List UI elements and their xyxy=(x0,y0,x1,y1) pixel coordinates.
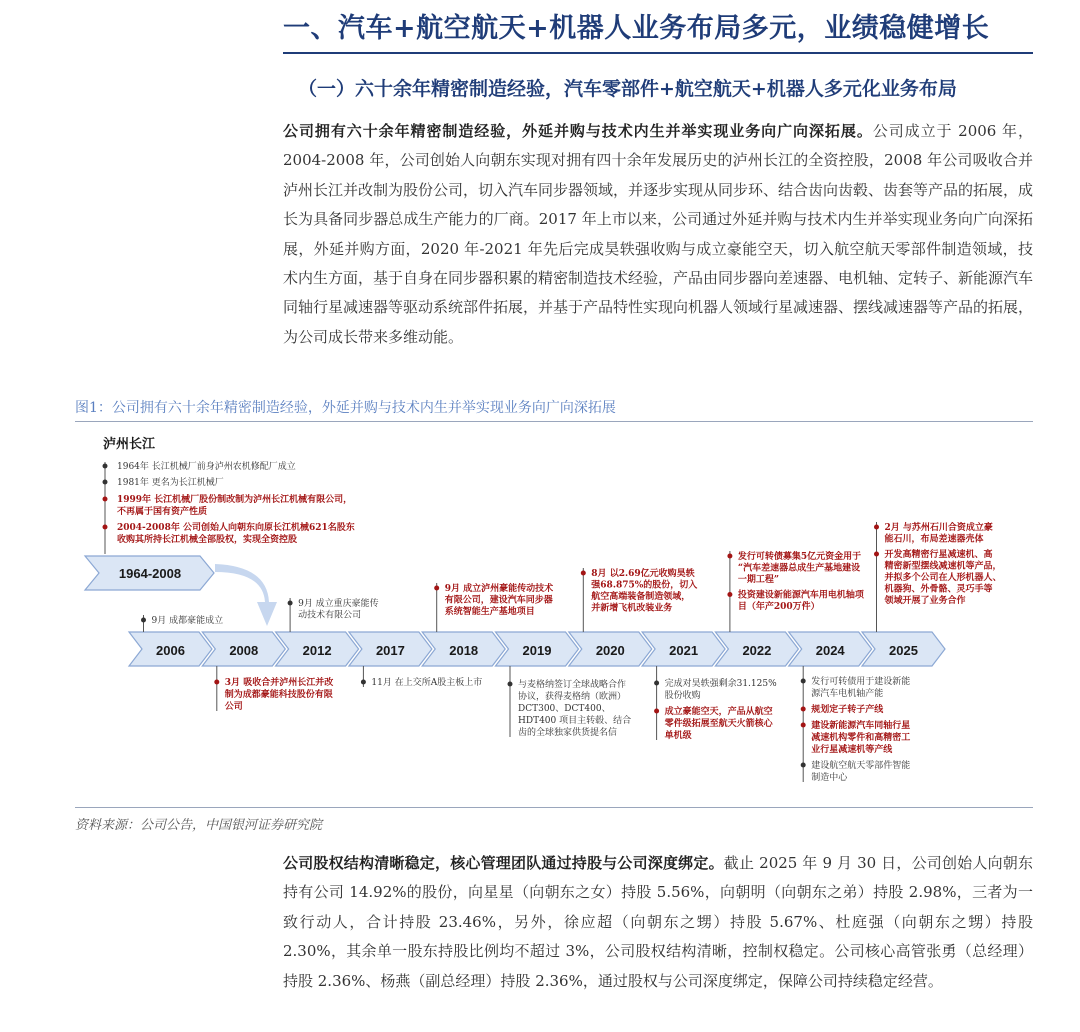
event-label-2025: 2月 与苏州石川合资成立豪 xyxy=(884,523,993,533)
early-event-label: 收购其所持长江机械全部股权，实现全资控股 xyxy=(117,535,298,545)
event-label-2025: 能石川，布局差速器壳体 xyxy=(884,534,984,545)
event-label-2018: 系统智能生产基地项目 xyxy=(444,607,535,617)
timeline-figure xyxy=(75,426,1033,804)
event-dot-2022 xyxy=(727,592,732,597)
equity-paragraph-lead: 公司股权结构清晰稳定，核心管理团队通过持股与公司深度绑定。 xyxy=(283,854,724,872)
event-label-2012: 动技术有限公司 xyxy=(298,610,362,621)
early-event-dot xyxy=(103,480,108,485)
event-dot-2021 xyxy=(654,681,659,686)
event-label-2024: 减速机构零件和高精密工 xyxy=(811,733,911,743)
early-event-dot xyxy=(103,497,108,502)
year-label-2017: 2017 xyxy=(375,643,405,658)
event-label-2025: 机器狗、外骨骼、灵巧手等 xyxy=(884,584,993,595)
event-label-2018: 有限公司，建设汽车同步器 xyxy=(444,595,553,606)
event-dot-2020 xyxy=(581,571,586,576)
year-label-2022: 2022 xyxy=(742,643,772,658)
heading-rule xyxy=(283,52,1033,54)
event-label-2008: 制为成都豪能科技股份有限 xyxy=(224,690,333,700)
event-dot-2022 xyxy=(727,554,732,559)
early-event-label: 1981年 更名为长江机械厂 xyxy=(117,478,224,488)
event-dot-2008 xyxy=(214,680,219,685)
early-event-label: 1999年 长江机械厂股份制改制为泸州长江机械有限公司， xyxy=(117,495,353,505)
period-label-1964-2008: 1964-2008 xyxy=(118,566,182,581)
curve-arrow xyxy=(215,564,277,626)
early-event-dot xyxy=(103,464,108,469)
year-label-2020: 2020 xyxy=(595,643,625,658)
equity-paragraph xyxy=(283,849,1033,996)
event-label-2019: 齿的全球独家供货提名信 xyxy=(518,728,618,738)
event-label-2021: 完成对昊轶强剩余31.125% xyxy=(664,679,777,689)
subsection-heading: （一）六十余年精密制造经验，汽车零部件+航空航天+机器人多元化业务布局 xyxy=(298,78,957,100)
section-heading: 一、汽车+航空航天+机器人业务布局多元，业绩稳健增长 xyxy=(283,13,990,44)
event-dot-2019 xyxy=(508,682,513,687)
event-dot-2025 xyxy=(874,525,879,530)
early-event-label: 不再属于国有资产性质 xyxy=(117,507,208,517)
event-dot-2021 xyxy=(654,709,659,714)
event-label-2024: 源汽车电机轴产能 xyxy=(811,689,884,699)
event-label-2024: 建设新能源汽车同轴行星 xyxy=(811,721,911,731)
figure-bottom-rule xyxy=(75,807,1033,808)
event-label-2020: 航空高端装备制造领域， xyxy=(591,592,691,602)
early-event-label: 1964年 长江机械厂前身泸州农机修配厂成立 xyxy=(117,462,296,472)
event-label-2022: 目（年产200万件） xyxy=(737,602,820,612)
event-dot-2024 xyxy=(801,707,806,712)
early-event-dot xyxy=(103,525,108,530)
event-label-2020: 8月 以2.69亿元收购昊轶 xyxy=(591,569,695,579)
early-event-label: 2004-2008年 公司创始人向朝东向原长江机械621名股东 xyxy=(117,523,355,533)
figure-source: 资料来源：公司公告，中国银河证券研究院 xyxy=(75,818,323,833)
event-dot-2006 xyxy=(141,618,146,623)
event-label-2019: 协议，获得麦格纳（欧洲） xyxy=(518,692,627,702)
event-dot-2018 xyxy=(434,586,439,591)
event-label-2021: 成立豪能空天，产品从航空 xyxy=(664,707,773,717)
event-label-2021: 股份收购 xyxy=(664,691,701,701)
intro-paragraph xyxy=(283,117,1033,352)
year-label-2024: 2024 xyxy=(815,643,845,658)
event-label-2020: 强68.875%的股份，切入 xyxy=(591,580,698,591)
event-label-2025: 精密新型摆线减速机等产品， xyxy=(884,561,1002,572)
event-label-2022: 一期工程” xyxy=(737,575,780,585)
event-label-2024: 制造中心 xyxy=(811,773,848,783)
event-dot-2017 xyxy=(361,680,366,685)
event-label-2012: 9月 成立重庆豪能传 xyxy=(298,599,379,609)
event-label-2021: 单机级 xyxy=(664,731,692,741)
year-label-2006: 2006 xyxy=(156,643,185,658)
company-title: 泸州长江 xyxy=(103,436,156,451)
event-label-2024: 业行星减速机等产线 xyxy=(811,745,893,755)
event-label-2008: 3月 吸收合并泸州长江并改 xyxy=(224,678,334,688)
year-label-2018: 2018 xyxy=(449,643,479,658)
event-label-2024: 发行可转债用于建设新能 xyxy=(811,677,911,687)
figure-top-rule xyxy=(75,421,1033,422)
equity-paragraph-body: 截止 2025 年 9 月 30 日，公司创始人向朝东持有公司 14.92%的股份，向星星（向朝东之女）持股 5.56%，向朝明（向朝东之弟）持股 2.98%，三者为一致行动人，合计持股 23.46%，另外，徐应超（向朝东之甥）持股 5.67%、杜庭强（向朝东之甥）持股 2.30%，其余单一股东持股比例均不超过 3%，公司股权结构清晰，控制权稳定。公司核心高管张勇（总经理）持股 2.36%、杨燕（副总经理）持股 2.36%，通过股权与公司深度绑定，保障公司持续稳定经营。 xyxy=(283,854,1033,990)
event-label-2022: 发行可转债募集5亿元资金用于 xyxy=(737,552,862,562)
event-label-2006: 9月 成都豪能成立 xyxy=(151,616,224,626)
event-dot-2012 xyxy=(288,601,293,606)
intro-paragraph-body: 公司成立于 2006 年，2004-2008 年，公司创始人向朝东实现对拥有四十余年发展历史的泸州长江的全资控股，2008 年公司吸收合并泸州长江并改制为股份公司，切入汽车同步器领域，并逐步实现从同步环、结合齿向齿毂、齿套等产品的拓展，成长为具备同步器总成生产能力的厂商。2017 年上市以来，公司通过外延并购与技术内生并举实现业务向广向深拓展，外延并购方面，2020 年-2021 年先后完成昊轶强收购与成立豪能空天，切入航空航天零部件制造领域，技术内生方面，基于自身在同步器积累的精密制造技术经验，产品由同步器向差速器、电机轴、定转子、新能源汽车同轴行星减速器等驱动系统部件拓展，并基于产品特性实现向机器人领域行星减速器、摆线减速器等产品的拓展，为公司成长带来多维动能。 xyxy=(283,122,1034,346)
event-label-2024: 建设航空航天零部件智能 xyxy=(811,761,911,771)
event-label-2025: 开发高精密行星减速机、高 xyxy=(884,550,993,560)
event-label-2022: 投资建设新能源汽车用电机轴项 xyxy=(737,590,864,601)
event-label-2019: 与麦格纳签订全球战略合作 xyxy=(518,680,627,690)
year-label-2012: 2012 xyxy=(302,643,332,658)
event-label-2025: 领域开展了业务合作 xyxy=(884,596,966,606)
event-dot-2024 xyxy=(801,763,806,768)
event-label-2019: DCT300、DCT400、 xyxy=(518,704,611,714)
event-dot-2024 xyxy=(801,679,806,684)
year-label-2008: 2008 xyxy=(229,643,259,658)
event-label-2008: 公司 xyxy=(224,702,243,712)
year-label-2025: 2025 xyxy=(889,643,918,658)
event-label-2020: 并新增飞机改装业务 xyxy=(591,603,673,614)
year-label-2021: 2021 xyxy=(669,643,699,658)
event-label-2024: 规划定子转子产线 xyxy=(811,705,884,715)
event-label-2021: 零件级拓展至航天火箭核心 xyxy=(664,719,773,729)
year-label-2019: 2019 xyxy=(522,643,552,658)
event-label-2022: “汽车差速器总成生产基地建设 xyxy=(737,563,861,574)
event-dot-2024 xyxy=(801,723,806,728)
figure-caption: 图1：公司拥有六十余年精密制造经验，外延并购与技术内生并举实现业务向广向深拓展 xyxy=(75,400,616,416)
event-label-2019: HDT400 项目主转毂、结合 xyxy=(518,716,632,726)
event-dot-2025 xyxy=(874,552,879,557)
event-label-2025: 并拟多个公司在人形机器人、 xyxy=(884,573,1002,583)
event-label-2018: 9月 成立泸州豪能传动技术 xyxy=(444,584,554,594)
intro-paragraph-lead: 公司拥有六十余年精密制造经验，外延并购与技术内生并举实现业务向广向深拓展。 xyxy=(283,122,873,140)
event-label-2017: 11月 在上交所A股主板上市 xyxy=(371,678,483,688)
